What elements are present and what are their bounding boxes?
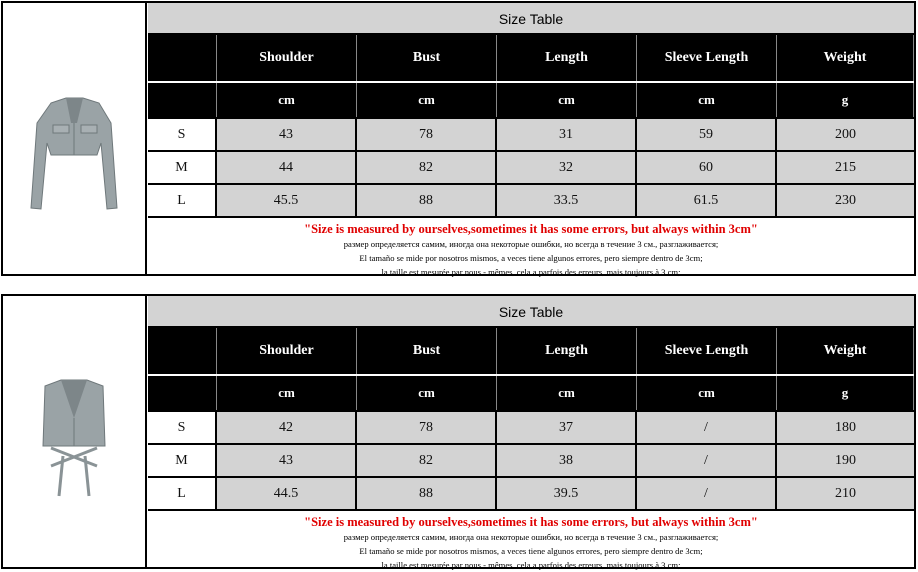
table-row bbox=[148, 443, 914, 476]
header-bust: Bust bbox=[357, 35, 497, 81]
table-cell: 190 bbox=[777, 445, 914, 476]
table-cell: 59 bbox=[637, 119, 777, 150]
note-english: "Size is measured by ourselves,sometimes it has some errors, but always within 3cm" bbox=[304, 222, 758, 236]
table-cell: 39.5 bbox=[497, 478, 637, 509]
table-cell: 78 bbox=[357, 412, 497, 443]
table-cell: 230 bbox=[777, 185, 914, 216]
unit-cell: cm bbox=[357, 376, 497, 410]
header-weight: Weight bbox=[777, 35, 914, 81]
table-cell: 37 bbox=[497, 412, 637, 443]
header-bust: Bust bbox=[357, 328, 497, 374]
header-weight: Weight bbox=[777, 328, 914, 374]
table-cell: 88 bbox=[357, 185, 497, 216]
header-corner bbox=[148, 35, 217, 81]
table-cell: 44.5 bbox=[217, 478, 357, 509]
size-table-block-2 bbox=[1, 294, 916, 569]
size-label: L bbox=[148, 478, 217, 509]
product-photo-vest bbox=[3, 296, 147, 567]
table-cell: 44 bbox=[217, 152, 357, 183]
table-cell: 33.5 bbox=[497, 185, 637, 216]
product-photo-jacket bbox=[3, 3, 147, 274]
header-corner bbox=[148, 328, 217, 374]
size-table bbox=[148, 3, 914, 279]
header-shoulder: Shoulder bbox=[217, 35, 357, 81]
header-row bbox=[148, 35, 914, 83]
measurement-notes bbox=[148, 509, 914, 572]
measurement-notes bbox=[148, 216, 914, 279]
unit-cell: cm bbox=[217, 83, 357, 117]
table-cell: 42 bbox=[217, 412, 357, 443]
unit-row bbox=[148, 376, 914, 410]
unit-cell: g bbox=[777, 376, 914, 410]
table-title: Size Table bbox=[148, 296, 914, 328]
table-cell: 45.5 bbox=[217, 185, 357, 216]
header-sleeve-length: Sleeve Length bbox=[637, 328, 777, 374]
size-label: S bbox=[148, 412, 217, 443]
unit-cell: cm bbox=[357, 83, 497, 117]
table-row bbox=[148, 183, 914, 216]
table-cell: / bbox=[637, 412, 777, 443]
header-length: Length bbox=[497, 35, 637, 81]
table-row bbox=[148, 410, 914, 443]
table-cell: 78 bbox=[357, 119, 497, 150]
header-row bbox=[148, 328, 914, 376]
note-english: "Size is measured by ourselves,sometimes it has some errors, but always within 3cm" bbox=[304, 515, 758, 529]
size-table-block-1 bbox=[1, 1, 916, 276]
unit-cell: cm bbox=[497, 376, 637, 410]
table-cell: 31 bbox=[497, 119, 637, 150]
note-spanish: El tamaño se mide por nosotros mismos, a veces tiene algunos errores, pero siempre dentro de 3cm; bbox=[359, 253, 703, 263]
table-row bbox=[148, 476, 914, 509]
header-length: Length bbox=[497, 328, 637, 374]
size-label: L bbox=[148, 185, 217, 216]
header-sleeve-length: Sleeve Length bbox=[637, 35, 777, 81]
unit-cell: cm bbox=[637, 83, 777, 117]
table-cell: 43 bbox=[217, 445, 357, 476]
note-french: la taille est mesurée par nous - mêmes, cela a parfois des erreurs, mais toujours à 3 cm; bbox=[381, 560, 681, 570]
unit-cell: g bbox=[777, 83, 914, 117]
table-cell: 61.5 bbox=[637, 185, 777, 216]
size-label: S bbox=[148, 119, 217, 150]
table-cell: 82 bbox=[357, 152, 497, 183]
unit-cell: cm bbox=[637, 376, 777, 410]
table-cell: 210 bbox=[777, 478, 914, 509]
table-cell: 60 bbox=[637, 152, 777, 183]
unit-corner bbox=[148, 376, 217, 410]
note-french: la taille est mesurée par nous - mêmes, cela a parfois des erreurs, mais toujours à 3 cm; bbox=[381, 267, 681, 277]
table-cell: 180 bbox=[777, 412, 914, 443]
table-cell: / bbox=[637, 445, 777, 476]
unit-corner bbox=[148, 83, 217, 117]
table-cell: 38 bbox=[497, 445, 637, 476]
size-label: M bbox=[148, 152, 217, 183]
table-cell: 43 bbox=[217, 119, 357, 150]
table-row bbox=[148, 117, 914, 150]
table-cell: 32 bbox=[497, 152, 637, 183]
unit-row bbox=[148, 83, 914, 117]
table-title: Size Table bbox=[148, 3, 914, 35]
table-cell: 88 bbox=[357, 478, 497, 509]
note-spanish: El tamaño se mide por nosotros mismos, a veces tiene algunos errores, pero siempre dentro de 3cm; bbox=[359, 546, 703, 556]
table-cell: 82 bbox=[357, 445, 497, 476]
table-cell: / bbox=[637, 478, 777, 509]
table-row bbox=[148, 150, 914, 183]
table-cell: 215 bbox=[777, 152, 914, 183]
table-cell: 200 bbox=[777, 119, 914, 150]
note-russian: размер определяется самим, иногда она некоторые ошибки, но всегда в течение 3 см., разглаживается; bbox=[343, 239, 719, 249]
cropped-jacket-icon bbox=[11, 63, 137, 213]
size-table bbox=[148, 296, 914, 572]
note-russian: размер определяется самим, иногда она некоторые ошибки, но всегда в течение 3 см., разглаживается; bbox=[343, 532, 719, 542]
unit-cell: cm bbox=[217, 376, 357, 410]
header-shoulder: Shoulder bbox=[217, 328, 357, 374]
unit-cell: cm bbox=[497, 83, 637, 117]
cropped-vest-icon bbox=[11, 356, 137, 506]
size-label: M bbox=[148, 445, 217, 476]
